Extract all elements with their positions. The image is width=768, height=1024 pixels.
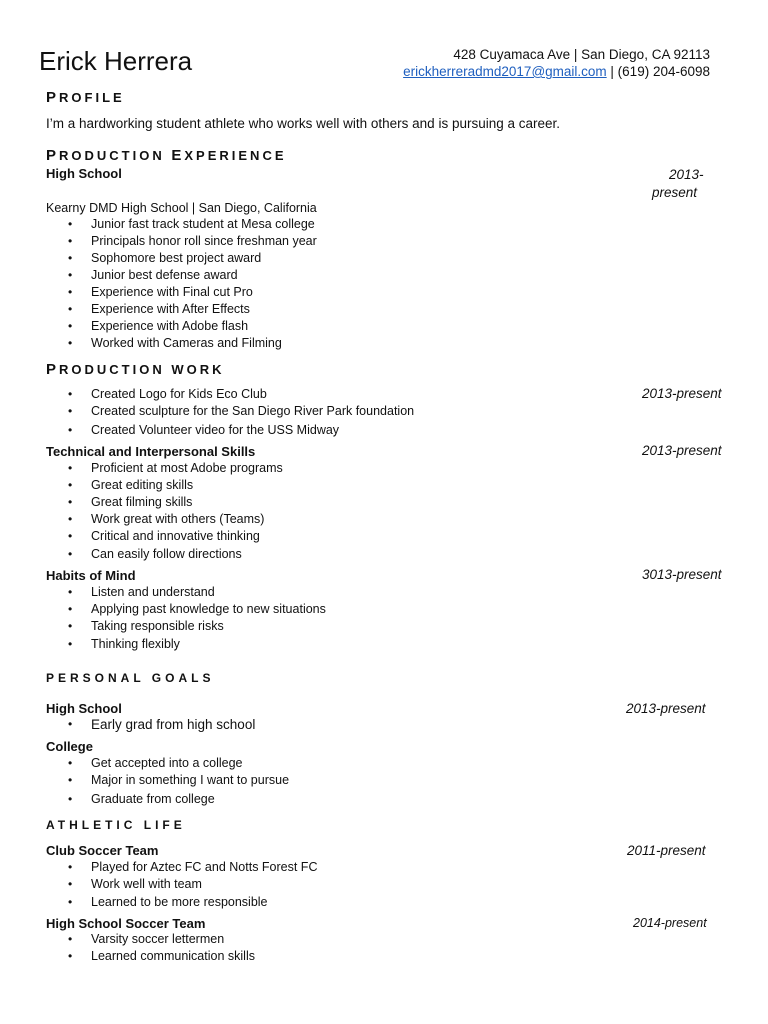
list-item: • Junior fast track student at Mesa college	[46, 216, 317, 233]
athletic-life-heading: ATHLETIC LIFE	[46, 818, 186, 832]
technical-skills-date: 2013-present	[642, 443, 722, 458]
high-school-soccer-heading: High School Soccer Team	[46, 916, 206, 931]
list-item: • Can easily follow directions	[46, 546, 283, 563]
habits-list	[46, 584, 326, 653]
list-item: • Sophomore best project award	[46, 250, 317, 267]
address: 428 Cuyamaca Ave | San Diego, CA 92113	[453, 47, 710, 62]
list-item: • Proficient at most Adobe programs	[46, 460, 283, 477]
list-item: • Learned to be more responsible	[46, 894, 317, 911]
list-item: • Graduate from college	[46, 791, 289, 808]
list-item: • Thinking flexibly	[46, 636, 326, 653]
production-work-date: 2013-present	[642, 386, 722, 401]
production-work-list	[46, 386, 414, 439]
list-item: • Early grad from high school	[46, 716, 255, 733]
list-item: • Great editing skills	[46, 477, 283, 494]
production-experience-heading: PRODUCTION EXPERIENCE	[46, 147, 287, 164]
list-item: • Work great with others (Teams)	[46, 511, 283, 528]
list-item: • Get accepted into a college	[46, 755, 289, 772]
experience-org: Kearny DMD High School | San Diego, California	[46, 201, 317, 215]
list-item: • Principals honor roll since freshman year	[46, 233, 317, 250]
goals-college-list	[46, 755, 289, 808]
high-school-soccer-list	[46, 931, 255, 965]
technical-skills-heading: Technical and Interpersonal Skills	[46, 444, 256, 459]
list-item: • Junior best defense award	[46, 267, 317, 284]
personal-goals-heading: PERSONAL GOALS	[46, 671, 215, 685]
list-item: • Created sculpture for the San Diego River Park foundation	[46, 403, 414, 420]
club-soccer-list	[46, 859, 317, 911]
list-item: • Work well with team	[46, 876, 317, 893]
experience-subheading: High School	[46, 166, 122, 181]
goals-high-school-heading: High School	[46, 701, 122, 716]
contact-line	[403, 63, 710, 80]
goals-college-heading: College	[46, 739, 93, 754]
email-link[interactable]: erickherreradmd2017@gmail.com	[403, 64, 607, 79]
goals-high-school-date: 2013-present	[626, 701, 706, 716]
resume-name: Erick Herrera	[39, 46, 193, 76]
habits-heading: Habits of Mind	[46, 568, 136, 583]
list-item: • Learned communication skills	[46, 948, 255, 965]
phone: | (619) 204-6098	[606, 64, 710, 79]
list-item: • Experience with After Effects	[46, 301, 317, 318]
list-item: • Applying past knowledge to new situations	[46, 601, 326, 618]
contact-block	[403, 46, 710, 80]
experience-list	[46, 216, 317, 352]
high-school-soccer-date: 2014-present	[633, 916, 707, 930]
list-item: • Created Volunteer video for the USS Midway	[46, 422, 414, 439]
experience-date: 2013- present	[652, 167, 704, 200]
list-item: • Critical and innovative thinking	[46, 528, 283, 545]
production-work-heading: PRODUCTION WORK	[46, 361, 225, 378]
club-soccer-date: 2011-present	[627, 843, 706, 858]
list-item: • Listen and understand	[46, 584, 326, 601]
list-item: • Experience with Adobe flash	[46, 318, 317, 335]
list-item: • Worked with Cameras and Filming	[46, 335, 317, 352]
club-soccer-heading: Club Soccer Team	[46, 843, 159, 858]
list-item: • Played for Aztec FC and Notts Forest FC	[46, 859, 317, 876]
technical-skills-list	[46, 460, 283, 563]
goals-high-school-list	[46, 716, 255, 733]
profile-text: I’m a hardworking student athlete who works well with others and is pursuing a career.	[46, 116, 561, 131]
list-item: • Created Logo for Kids Eco Club	[46, 386, 414, 403]
profile-heading: PROFILE	[46, 89, 125, 106]
list-item: • Great filming skills	[46, 494, 283, 511]
list-item: • Experience with Final cut Pro	[46, 284, 317, 301]
list-item: • Major in something I want to pursue	[46, 772, 289, 789]
list-item: • Varsity soccer lettermen	[46, 931, 255, 948]
habits-date: 3013-present	[642, 567, 722, 582]
list-item: • Taking responsible risks	[46, 618, 326, 635]
